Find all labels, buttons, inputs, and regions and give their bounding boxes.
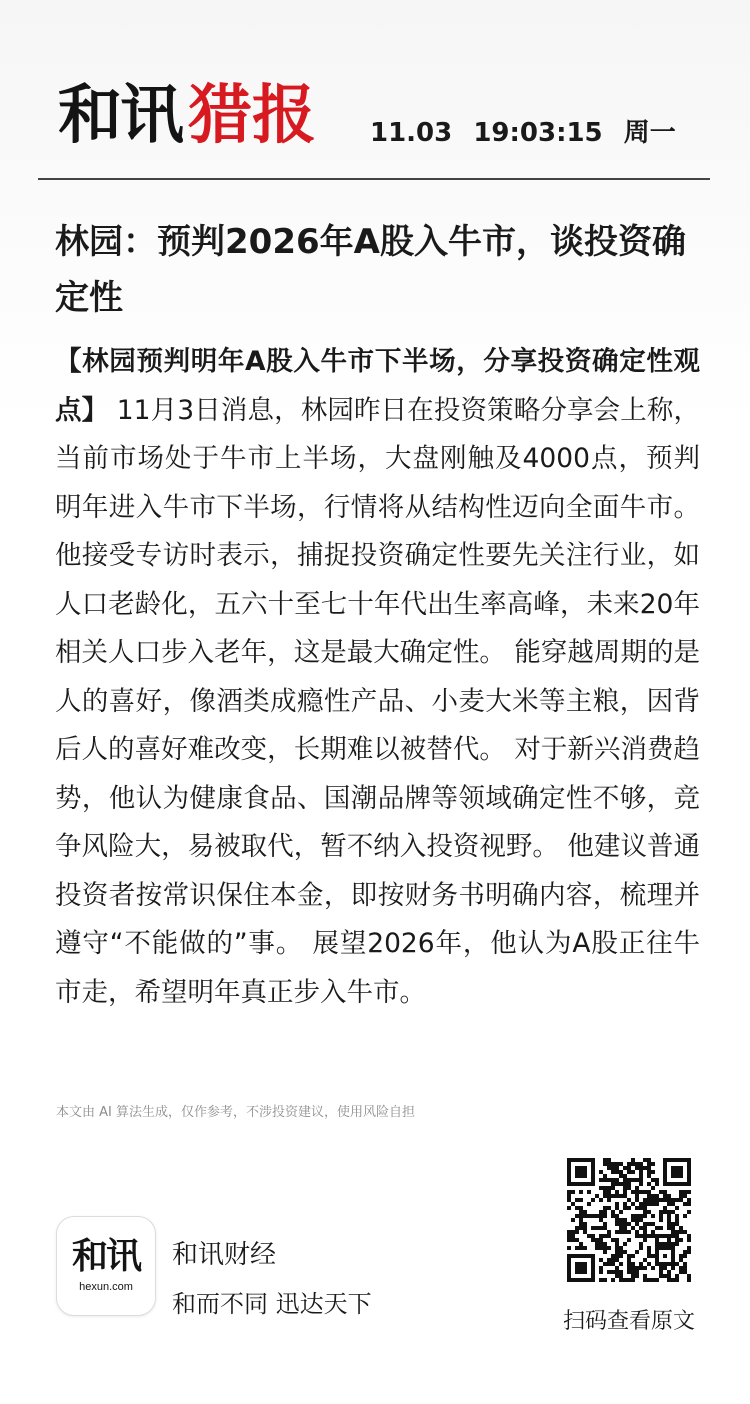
qr-code-icon[interactable] [567, 1158, 691, 1282]
brand-name: 和讯财经 [172, 1240, 277, 1270]
publish-datetime [370, 112, 688, 149]
qr-code-graphic [567, 1158, 691, 1282]
publish-time: 19:03:15 [473, 118, 603, 148]
article-lead: 【林园预判明年A股入牛市下半场，分享投资确定性观点】 [55, 346, 700, 426]
brand-slogan: 和而不同 迅达天下 [172, 1290, 372, 1318]
hexun-app-icon [56, 1216, 156, 1316]
app-icon-domain: hexun.com [79, 1281, 133, 1293]
publish-weekday: 周一 [623, 118, 676, 148]
hexun-liebao-logo [58, 80, 316, 152]
header-divider [38, 178, 710, 180]
article-body [55, 338, 700, 1017]
article-content: 11月3日消息，林园昨日在投资策略分享会上称，当前市场处于牛市上半场，大盘刚触及4000点，预判明年进入牛市下半场，行情将从结构性迈向全面牛市。 他接受专访时表示，捕捉投资确定性要先关注行业，如人口老龄化，五六十至七十年代出生率高峰，未来20年相关人口步入老年，这是最大确定性。 能穿越周期的是人的喜好，像酒类成瘾性产品、小麦大米等主粮，因背后人的喜好难改变，长期难以被替代。 对于新兴消费趋势，他认为健康食品、国潮品牌等领域确定性不够，竞争风险大，易被取代，暂不纳入投资视野。 他建议普通投资者按常识保住本金，即按财务书明确内容，梳理并遵守“不能做的”事。 展望2026年，他认为A股正往牛市走，希望明年真正步入牛市。 [55, 394, 700, 1008]
article-title: 林园：预判2026年A股入牛市，谈投资确定性 [55, 222, 686, 318]
ai-disclaimer: 本文由 AI 算法生成，仅作参考，不涉投资建议，使用风险自担 [56, 1105, 415, 1120]
qr-caption: 扫码查看原文 [563, 1309, 696, 1334]
app-icon-logo: 和讯 [71, 1236, 140, 1277]
publish-date: 11.03 [370, 118, 453, 148]
logo-brand-text: 和讯 [58, 79, 182, 153]
logo-column-text: 猎报 [188, 79, 316, 153]
header [0, 0, 750, 180]
